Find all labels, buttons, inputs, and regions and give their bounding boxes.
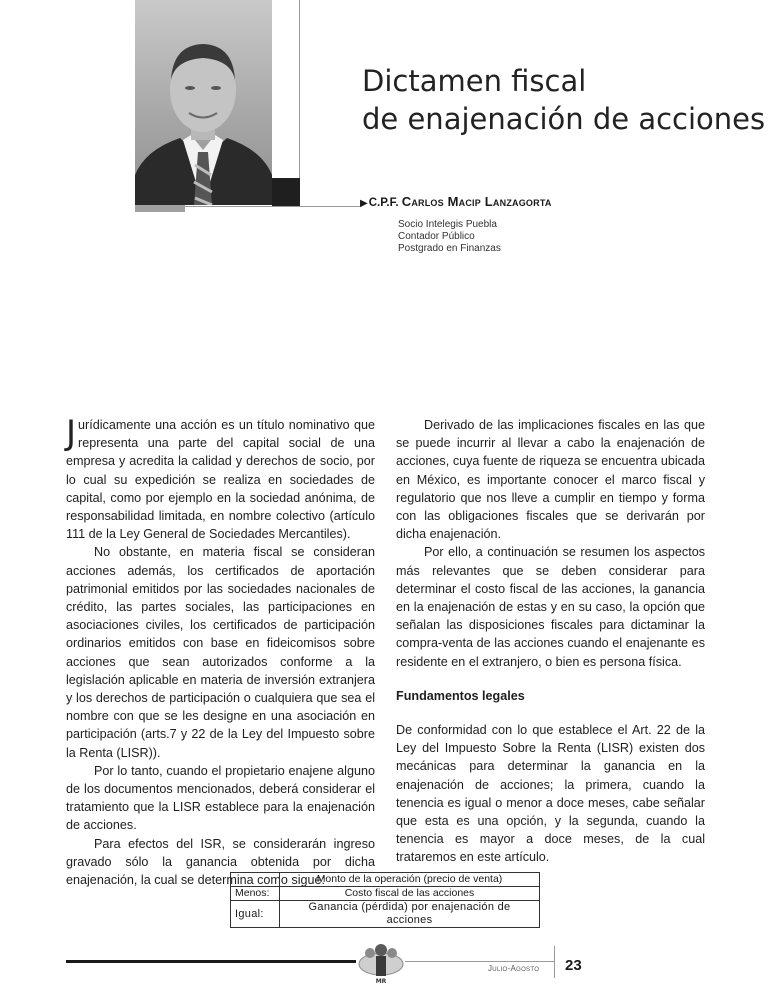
body-column-right [396, 416, 705, 867]
decorative-square [272, 178, 300, 206]
author-byline [360, 194, 552, 209]
triangle-bullet-icon: ▶ [360, 198, 368, 209]
paragraph: No obstante, en materia fiscal se consideran acciones además, los certificados de aportación patrimonial emitidos por las sociedades nacionales de crédito, las partes sociales, las participaciones en asociaciones civiles, los certificados de participación ordinarios emitidos con base en fideicomisos sobre acciones que sean autorizados conforme a la legislación aplicable en materia de inversión extranjera y los derechos de participación o cualquiera que sea el nombre con que se les designe en una asociación en participación (arts.7 y 22 de la Ley del Impuesto sobre la Renta (LISR)). [66, 545, 375, 760]
footer-rule-left [66, 960, 356, 963]
table-row [231, 887, 540, 901]
row-label [231, 873, 280, 887]
row-label: Igual: [231, 901, 280, 928]
decorative-tab [135, 205, 185, 212]
author-portrait-illustration [135, 0, 272, 205]
table-row [231, 873, 540, 887]
table-row [231, 901, 540, 928]
author-photo [135, 0, 272, 205]
paragraph: Jurídicamente una acción es un título nominativo que representa una parte del capital social de una empresa y acredita la calidad y derechos de socio, por lo cual su expedición se realiza en sociedades de capital, como por ejemplo en la sociedad anónima, de responsabilidad limitada, en nombre colectivo (artículo 111 de la Ley General de Sociedades Mercantiles). [66, 413, 375, 542]
header-vertical-rule [299, 0, 300, 205]
credential-line: Contador Público [398, 231, 475, 242]
section-heading: Fundamentos legales [396, 688, 525, 703]
article-title [362, 62, 766, 138]
publisher-logo-icon [356, 940, 406, 984]
row-value: Costo fiscal de las acciones [280, 887, 540, 901]
author-prefix: C.P.F. [368, 197, 402, 209]
row-label: Menos: [231, 887, 280, 901]
drop-cap: J [66, 413, 77, 453]
author-credentials [398, 219, 501, 255]
issue-label: Julio-Agosto [488, 964, 540, 973]
paragraph: Derivado de las implicaciones fiscales en las que se puede incurrir al llevar a cabo la enajenación de acciones, cuya fuente de riqueza se encuentra ubicada en México, es importante conocer el marco fiscal y regulatorio que nos lleve a cumplir en tiempo y forma con las obligaciones fiscales que se derivarán por dicha enajenación. [396, 418, 705, 542]
formula-table [230, 872, 540, 928]
title-line-2: de enajenación de acciones [362, 102, 766, 136]
paragraph: Por ello, a continuación se resumen los aspectos más relevantes que se deben considerar para determinar el costo fiscal de las acciones, la ganancia en la enajenación de estas y en su caso, la opción que señalan las disposiciones fiscales para dictaminar la compra-venta de las acciones cuando el enajenante es residente en el extranjero, o bien es persona física. [396, 545, 705, 669]
paragraph: Por lo tanto, cuando el propietario enajene alguno de los documentos mencionados, deberá considerar el tratamiento que la LISR establece para la enajenación de acciones. [66, 763, 375, 833]
body-column-left [66, 413, 375, 889]
paragraph: De conformidad con lo que establece el Art. 22 de la Ley del Impuesto Sobre la Renta (LISR) existen dos mecánicas para determinar la ganancia en la enajenación de acciones; la primera, cuando la tenencia es igual o menor a doce meses, cabe señalar que esta es una opción, y la segunda, cuando la tenencia es mayor a doce meses, de la cual trataremos en este artículo. [396, 723, 705, 865]
title-line-1: Dictamen fiscal [362, 64, 587, 98]
footer-rule-right [405, 961, 554, 962]
footer-rule-end [554, 946, 555, 978]
header-horizontal-rule [185, 206, 360, 207]
credential-line: Socio Intelegis Puebla [398, 219, 497, 230]
paragraph: Para efectos del ISR, se considerarán ingreso gravado sólo la ganancia obtenida por dicha enajenación, la cual se determina como sigue: [66, 836, 375, 888]
credential-line: Postgrado en Finanzas [398, 243, 501, 254]
author-name: Carlos Macip Lanzagorta [401, 194, 552, 209]
page-number: 23 [565, 957, 582, 974]
row-value: Ganancia (pérdida) por enajenación de acciones [280, 901, 540, 928]
row-value: Monto de la operación (precio de venta) [280, 873, 540, 887]
logo-text: MR [375, 978, 387, 984]
